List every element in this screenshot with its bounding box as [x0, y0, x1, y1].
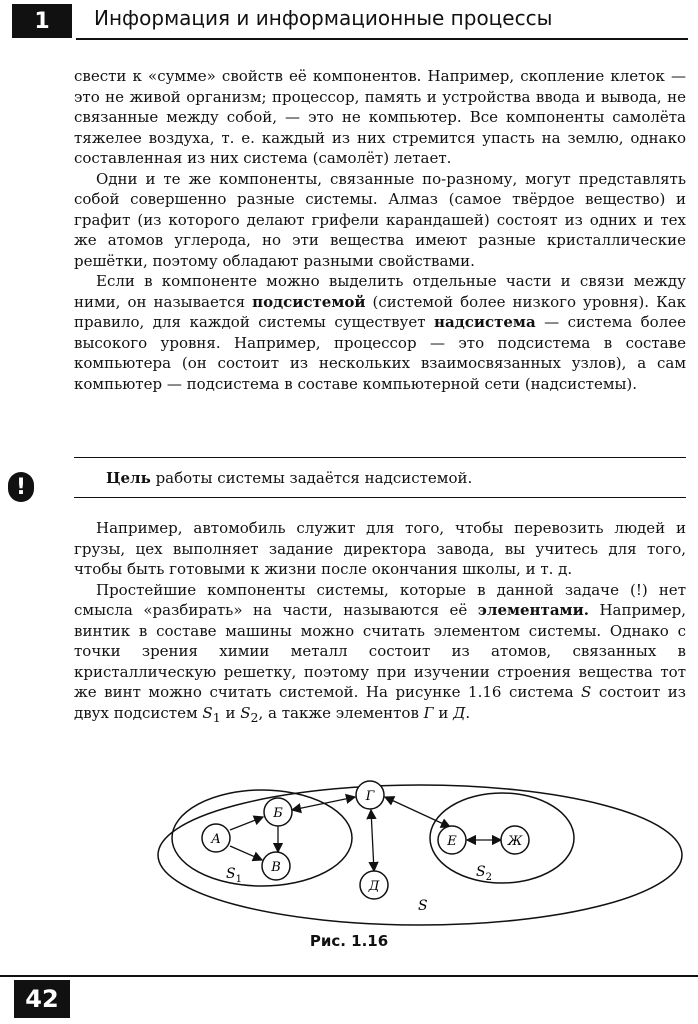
exclamation-icon: !	[8, 472, 34, 502]
node-E	[438, 826, 466, 854]
text-span: и	[438, 703, 449, 722]
node-E-label: Е	[447, 834, 457, 849]
text-span: (системой более низкого уровня). Как правило, для каждой системы существует	[74, 292, 686, 331]
text-span: — система более высокого уровня. Например, процессор — это подсистема в составе компьютера (он состоит из нескольких взаимосвязанных узлов), а сам компьютер — подсистема в составе компьютерной сети (надсистемы).	[74, 313, 686, 393]
node-D-label: Д	[368, 879, 380, 894]
paragraph-2: Одни и те же компоненты, связанные по-разному, могут представлять собой совершенно разные системы. Алмаз (самое твёрдое вещество) и графит (из которого делают грифели карандашей) состоят из одних и тех же атомов углерода, но эти вещества имеют разные кристаллические решётки, поэтому обладают разными свойствами.	[74, 169, 686, 270]
node-G	[356, 781, 384, 809]
label-S2: $S_2$	[476, 864, 492, 883]
node-V	[262, 852, 290, 880]
edge-G-B	[292, 797, 355, 810]
symbol-G: Г	[423, 703, 434, 722]
node-A-label: А	[211, 832, 221, 847]
node-B	[264, 798, 292, 826]
header-divider	[76, 38, 688, 40]
text-span: .	[465, 703, 471, 722]
edge-G-E	[385, 797, 450, 827]
body-text-top	[74, 66, 686, 394]
text-span: Например, винтик в составе машины можно считать элементом системы. Однако с точки зрения химии металл состоит из атомов, связанных в кристаллическую решетку, поэтому при изучении строения вещества тот же винт можно считать системой. На рисунке 1.16 система	[74, 601, 686, 701]
text-span: , а также элементов	[258, 703, 419, 722]
body-text-bottom	[74, 518, 686, 728]
footer-divider	[0, 975, 698, 977]
paragraph-1: свести к «сумме» свойств её компонентов. Например, скопление клеток — это не живой организм; процессор, память и устройства ввода и вывода, не связанные между собой, — это не компьютер. Все компоненты самолёта тяжелее воздуха, т. е. каждый из них стремится упасть на землю, однако составленная из них система (самолёт) летает.	[74, 67, 686, 167]
edge-G-D	[371, 810, 374, 871]
key-rest: работы системы задаётся надсистемой.	[155, 469, 473, 487]
chapter-title: Информация и информационные процессы	[94, 6, 553, 30]
node-G-label: Г	[365, 789, 375, 804]
term-supersystem: надсистема	[434, 313, 536, 331]
paragraph-5	[74, 580, 686, 729]
symbol-S: S	[581, 683, 592, 701]
node-Zh-label: Ж	[507, 834, 523, 849]
term-elements: элементами.	[477, 601, 589, 619]
chapter-number: 1	[12, 4, 72, 38]
page-header	[0, 0, 698, 42]
symbol-D: Д	[453, 703, 466, 722]
key-term: Цель	[106, 469, 151, 487]
symbol-S2: S	[240, 703, 251, 722]
key-statement	[106, 468, 472, 488]
page-number: 42	[14, 980, 70, 1018]
node-D	[360, 871, 388, 899]
subscript: 2	[250, 709, 259, 725]
term-subsystem: подсистемой	[252, 292, 366, 311]
paragraph-3	[74, 271, 686, 394]
text-span: Простейшие компоненты системы, которые в данной задаче (!) нет смысла «разбирать» на части, называются её	[74, 580, 686, 619]
node-V-label: В	[271, 860, 281, 875]
subsystem-S1-ellipse	[172, 790, 352, 886]
node-Zh	[501, 826, 529, 854]
edge-A-V	[230, 846, 262, 860]
key-rule-top	[74, 457, 686, 458]
edge-A-B	[230, 817, 263, 830]
label-S: S	[418, 898, 428, 914]
node-A	[202, 824, 230, 852]
text-span: состоит из двух подсистем	[74, 683, 686, 722]
paragraph-4: Например, автомобиль служит для того, чтобы перевозить людей и грузы, цех выполняет задание директора завода, вы учитесь для того, чтобы быть готовыми к жизни после окончания школы, и т. д.	[74, 519, 686, 578]
text-span: Если в компоненте можно выделить отдельные части и связи между ними, он называется	[74, 272, 686, 311]
system-diagram	[150, 780, 690, 930]
figure-caption: Рис. 1.16	[309, 932, 389, 950]
label-S1: $S_1$	[226, 866, 242, 885]
node-B-label: Б	[273, 806, 283, 821]
text-span: и	[225, 703, 236, 722]
symbol-S1: S	[202, 703, 213, 722]
key-rule-bottom	[74, 497, 686, 498]
subscript: 1	[212, 709, 221, 725]
